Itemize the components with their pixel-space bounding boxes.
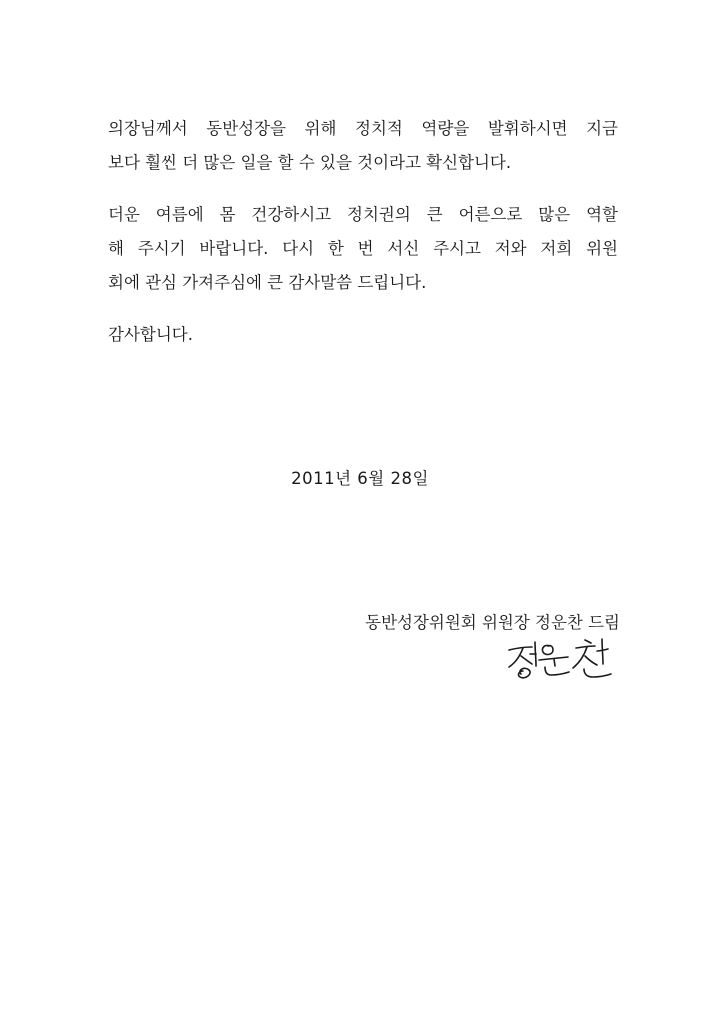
paragraph-line: 회에 관심 가져주심에 큰 감사말씀 드립니다. (108, 273, 427, 292)
paragraph-line: 의장님께서 동반성장을 위해 정치적 역량을 발휘하시면 지금 (108, 119, 618, 138)
paragraph-line: 해 주시기 바랍니다. 다시 한 번 서신 주시고 저와 저희 위원 (108, 239, 618, 258)
sender-line: 동반성장위원회 위원장 정운찬 드림 (365, 613, 620, 632)
paragraph-conviction (108, 112, 618, 180)
paragraph-line: 더운 여름에 몸 건강하시고 정치권의 큰 어른으로 많은 역할 (108, 205, 618, 224)
paragraph-line: 보다 훨씬 더 많은 일을 할 수 있을 것이라고 확신합니다. (108, 153, 512, 172)
handwritten-signature (505, 636, 620, 686)
paragraph-thanks (108, 318, 618, 352)
letter-date: 2011년 6월 28일 (291, 469, 429, 488)
paragraph-line: 감사합니다. (108, 325, 193, 344)
paragraph-wishes (108, 198, 618, 300)
